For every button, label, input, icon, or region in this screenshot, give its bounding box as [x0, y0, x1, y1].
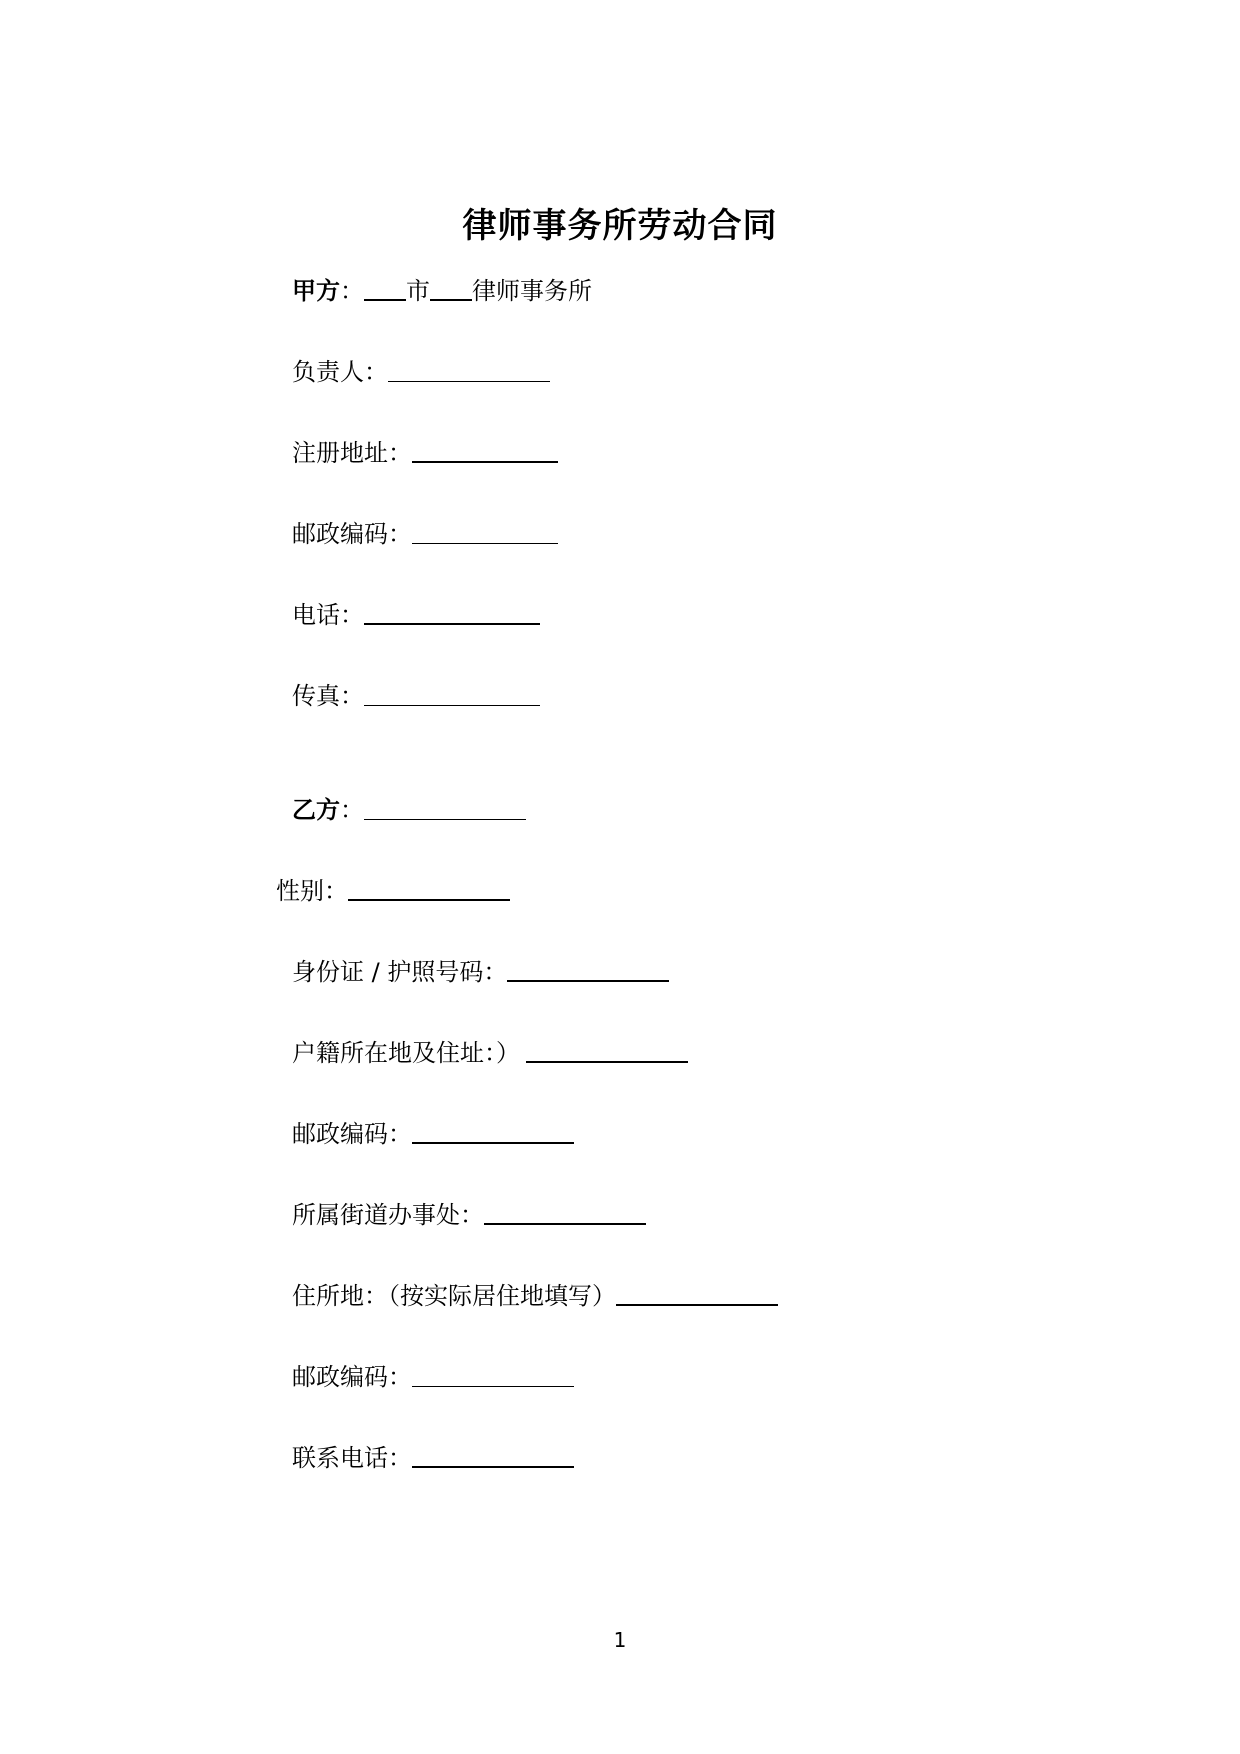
firm-name-blank[interactable]: [430, 298, 472, 301]
field-street-office: [292, 1200, 646, 1230]
party-a-line: [292, 276, 592, 306]
field-label: 联系电话：: [292, 1444, 412, 1472]
field-label: 住所地：（按实际居住地填写）: [292, 1282, 616, 1310]
field-postal-code-a: [292, 519, 558, 549]
party-b-line: [292, 795, 526, 825]
field-label: 邮政编码：: [292, 1120, 412, 1148]
id-passport-blank[interactable]: [507, 979, 669, 982]
field-label: 户籍所在地及住址：）: [292, 1039, 520, 1067]
field-household-address: [292, 1038, 688, 1068]
postal-code-a-blank[interactable]: [412, 542, 558, 544]
field-gender: [276, 876, 510, 906]
contact-phone-blank[interactable]: [412, 1465, 574, 1468]
responsible-person-blank[interactable]: [388, 380, 550, 382]
field-label: 邮政编码：: [292, 1363, 412, 1391]
field-postal-code-b1: [292, 1119, 574, 1149]
field-label: 传真：: [292, 682, 364, 710]
residence-blank[interactable]: [616, 1303, 778, 1306]
field-label: 邮政编码：: [292, 520, 412, 548]
field-label: 性别：: [276, 877, 348, 905]
household-address-blank[interactable]: [526, 1060, 688, 1063]
firm-suffix: 律师事务所: [472, 277, 592, 305]
page-number: 1: [613, 1628, 627, 1652]
gender-blank[interactable]: [348, 898, 510, 901]
street-office-blank[interactable]: [484, 1222, 646, 1225]
field-label: 电话：: [292, 601, 364, 629]
registered-address-blank[interactable]: [412, 460, 558, 463]
field-fax: [292, 681, 540, 711]
party-a-colon: ：: [340, 277, 364, 305]
postal-code-b2-blank[interactable]: [412, 1385, 574, 1387]
field-label: 身份证 / 护照号码：: [292, 958, 508, 986]
field-postal-code-b2: [292, 1362, 574, 1392]
field-label: 所属街道办事处：: [292, 1201, 484, 1229]
party-a-label: 甲方: [292, 277, 340, 305]
party-b-label: 乙方: [292, 796, 340, 824]
document-title: 律师事务所劳动合同: [462, 206, 778, 246]
field-label: 注册地址：: [292, 439, 412, 467]
party-b-name-blank[interactable]: [364, 818, 526, 820]
field-contact-phone: [292, 1443, 574, 1473]
field-residence: [292, 1281, 778, 1311]
phone-blank[interactable]: [364, 622, 540, 625]
fax-blank[interactable]: [364, 704, 540, 706]
city-blank[interactable]: [364, 298, 406, 301]
field-phone: [292, 600, 540, 630]
field-label: 负责人：: [292, 358, 388, 386]
field-registered-address: [292, 438, 558, 468]
field-responsible-person: [292, 357, 550, 387]
postal-code-b1-blank[interactable]: [412, 1141, 574, 1144]
field-id-passport: [292, 957, 669, 987]
city-suffix: 市: [406, 277, 430, 305]
party-b-colon: ：: [340, 796, 364, 824]
